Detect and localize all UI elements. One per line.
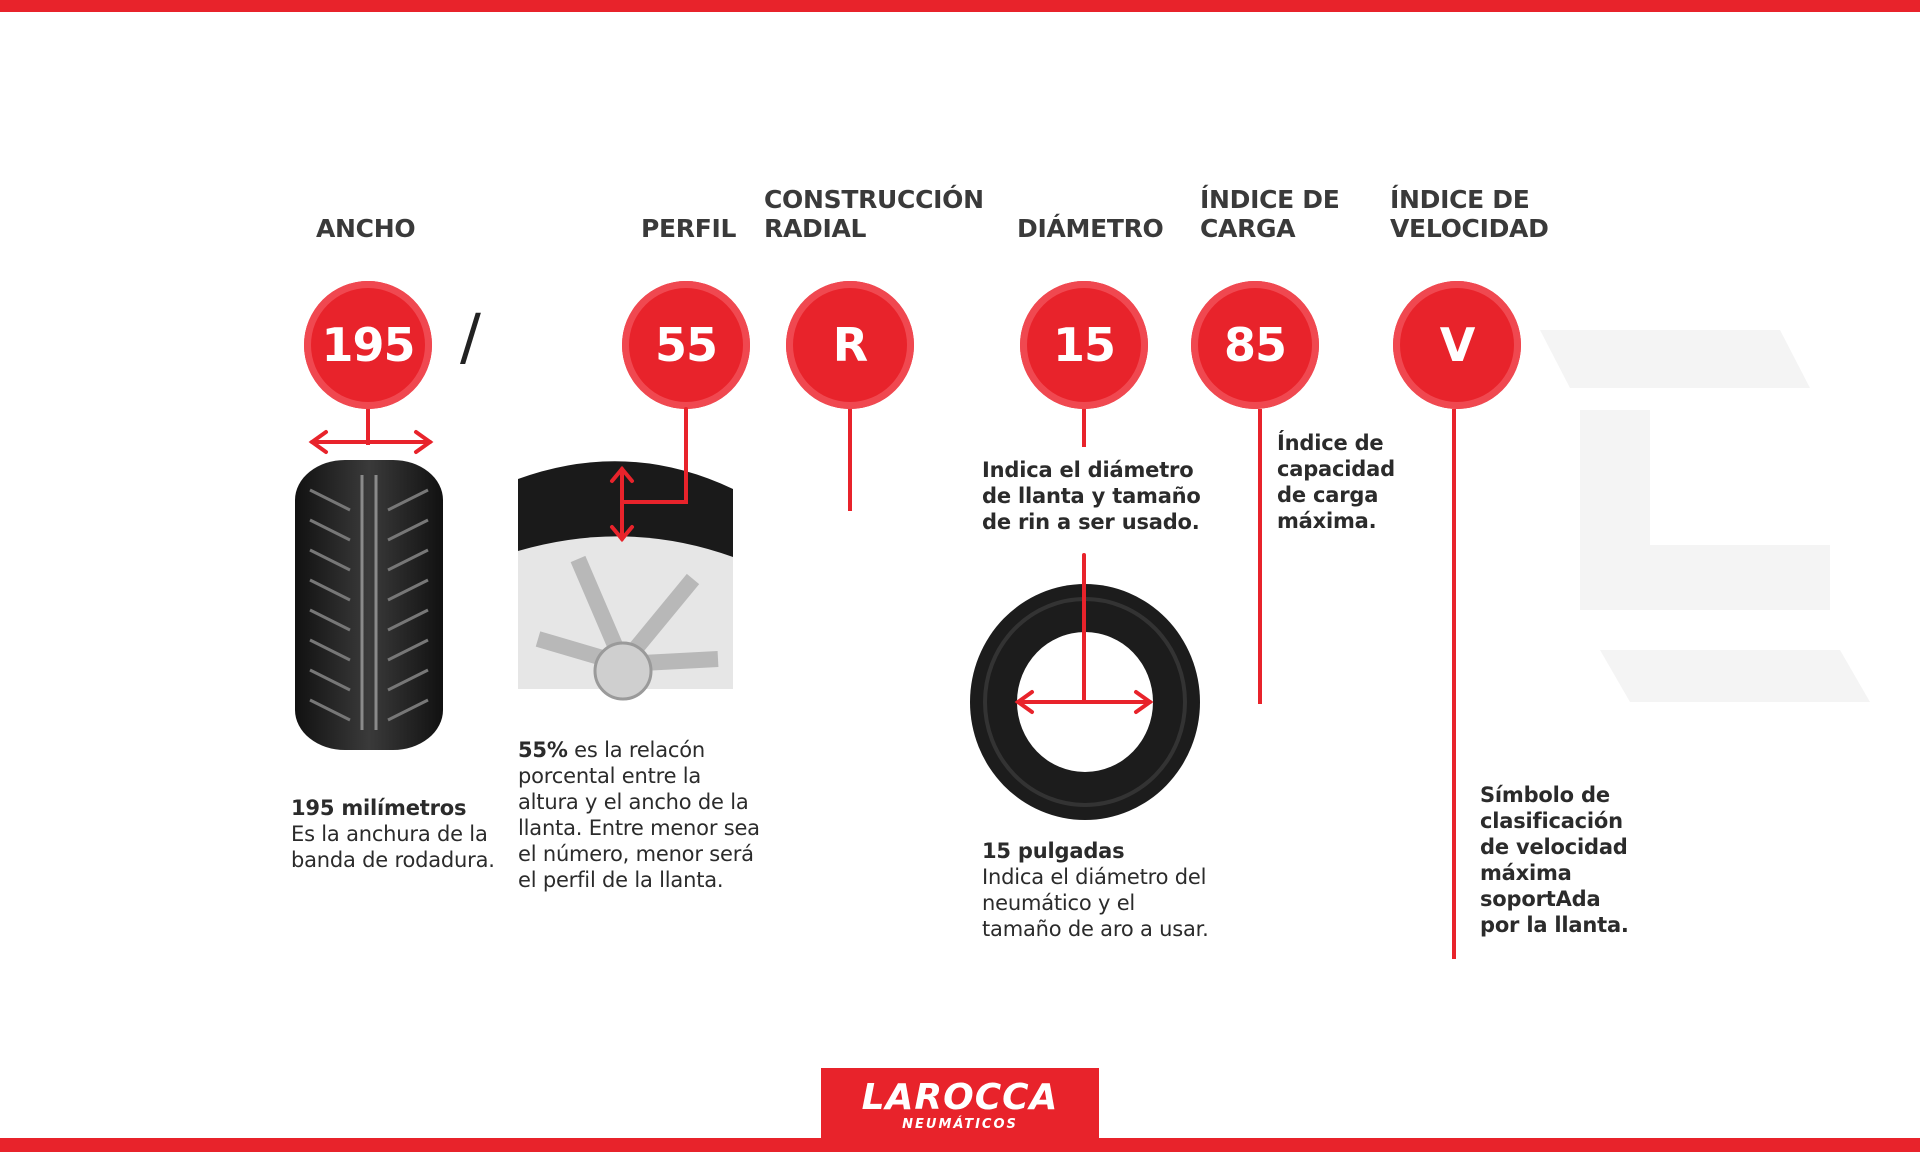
tire-tread-illustration (290, 430, 450, 755)
connector-carga (1258, 409, 1262, 704)
description-ancho (291, 795, 511, 873)
watermark-logo-shape (1540, 320, 1880, 720)
heading-indice-carga: ÍNDICE DE CARGA (1200, 185, 1340, 243)
connector-construccion (848, 409, 852, 511)
heading-ancho: ANCHO (316, 214, 416, 243)
larocca-logo (821, 1068, 1099, 1140)
description-diametro-bold: 15 pulgadas (982, 839, 1125, 863)
separator-slash: / (460, 300, 481, 373)
tire-profile-illustration (518, 409, 740, 689)
heading-indice-velocidad: ÍNDICE DE VELOCIDAD (1390, 185, 1549, 243)
description-velocidad: Símbolo de clasificación de velocidad máxima soportAda por la llanta. (1480, 783, 1629, 937)
logo-subtitle: NEUMÁTICOS (902, 1117, 1018, 1132)
description-diametro-top: Indica el diámetro de llanta y tamaño de rin a ser usado. (982, 458, 1201, 534)
badge-diametro: 15 (1020, 281, 1148, 409)
badge-perfil: 55 (622, 281, 750, 409)
description-perfil-bold: 55% (518, 738, 568, 762)
heading-construccion-radial: CONSTRUCCIÓN RADIAL (764, 185, 984, 243)
description-diametro (982, 838, 1214, 942)
description-perfil-text: es la relacón porcental entre la altura y el ancho de la llanta. Entre menor sea el número, menor será el perfil de la llanta. (518, 738, 760, 892)
logo-name: LAROCCA (861, 1077, 1059, 1118)
heading-perfil: PERFIL (641, 214, 737, 243)
description-diametro-text: Indica el diámetro del neumático y el tamaño de aro a usar. (982, 865, 1209, 941)
badge-construccion: R (786, 281, 914, 409)
connector-velocidad (1452, 409, 1456, 959)
heading-diametro: DIÁMETRO (1017, 214, 1164, 243)
tire-diameter-illustration (960, 555, 1210, 825)
top-accent-bar (0, 0, 1920, 12)
description-ancho-bold: 195 milímetros (291, 796, 467, 820)
connector-diametro-top (1082, 409, 1086, 447)
badge-ancho: 195 (304, 281, 432, 409)
description-carga: Índice de capacidad de carga máxima. (1277, 431, 1395, 533)
badge-velocidad: V (1393, 281, 1521, 409)
description-ancho-text: Es la anchura de la banda de rodadura. (291, 822, 495, 872)
bottom-accent-bar (0, 1138, 1920, 1152)
badge-carga: 85 (1191, 281, 1319, 409)
description-perfil (518, 737, 766, 893)
